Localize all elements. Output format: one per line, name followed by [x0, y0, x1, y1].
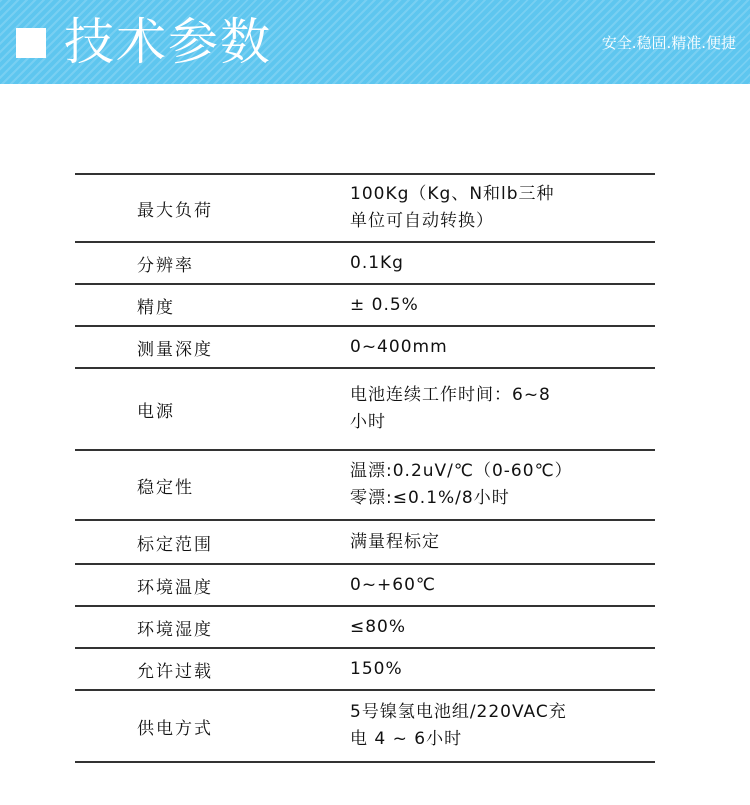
- table-row: [75, 175, 655, 243]
- row-label: 分辨率: [137, 255, 194, 276]
- table-row: [75, 243, 655, 285]
- row-label: 电源: [137, 401, 175, 422]
- row-value: [350, 334, 655, 361]
- table-row: [75, 327, 655, 369]
- row-value-line: 温漂:0.2uV/℃（0-60℃）: [350, 461, 573, 481]
- row-label: 环境温度: [137, 577, 213, 598]
- table-row: [75, 451, 655, 521]
- row-value-line: 单位可自动转换）: [350, 211, 494, 231]
- row-value-line: 0~+60℃: [350, 574, 437, 595]
- row-label: 供电方式: [137, 718, 213, 739]
- row-value: [350, 656, 655, 683]
- row-value: [350, 572, 655, 599]
- table-row: [75, 369, 655, 451]
- table-row: [75, 285, 655, 327]
- row-value-line: 电 4 ~ 6小时: [350, 729, 463, 749]
- row-value-line: 150%: [350, 658, 403, 679]
- row-value: [350, 699, 655, 753]
- row-label: 最大负荷: [137, 200, 213, 221]
- page-title: 技术参数: [64, 13, 272, 71]
- table-row: [75, 565, 655, 607]
- header-slogan: 安全.稳固.精准.便捷: [601, 34, 736, 52]
- row-value: [350, 458, 655, 512]
- row-value-line: 5号镍氢电池组/220VAC充: [350, 702, 567, 722]
- row-value-line: ≤80%: [350, 616, 407, 637]
- row-value-line: 100Kg（Kg、N和lb三种: [350, 184, 555, 204]
- row-value-line: 满量程标定: [350, 531, 440, 552]
- row-label: 标定范围: [137, 534, 213, 555]
- table-row: [75, 521, 655, 565]
- row-value: [350, 250, 655, 277]
- row-value-line: ± 0.5%: [350, 294, 419, 315]
- row-value: [350, 614, 655, 641]
- row-value-line: 小时: [350, 412, 386, 432]
- row-value-line: 电池连续工作时间：6~8: [350, 385, 551, 405]
- row-label: 精度: [137, 297, 175, 318]
- table-row: [75, 691, 655, 763]
- row-label: 允许过载: [137, 661, 213, 682]
- row-value: [350, 382, 655, 436]
- row-label: 环境湿度: [137, 619, 213, 640]
- header-banner: [0, 0, 750, 84]
- row-value: [350, 181, 655, 235]
- square-icon: [16, 28, 46, 58]
- table-row: [75, 649, 655, 691]
- row-value-line: 0~400mm: [350, 336, 448, 357]
- row-label: 稳定性: [137, 477, 194, 498]
- row-label: 测量深度: [137, 339, 213, 360]
- row-value-line: 0.1Kg: [350, 252, 404, 273]
- spec-table: [75, 173, 655, 763]
- row-value-line: 零漂:≤0.1%/8小时: [350, 488, 510, 508]
- row-value: [350, 529, 655, 556]
- row-value: [350, 292, 655, 319]
- table-row: [75, 607, 655, 649]
